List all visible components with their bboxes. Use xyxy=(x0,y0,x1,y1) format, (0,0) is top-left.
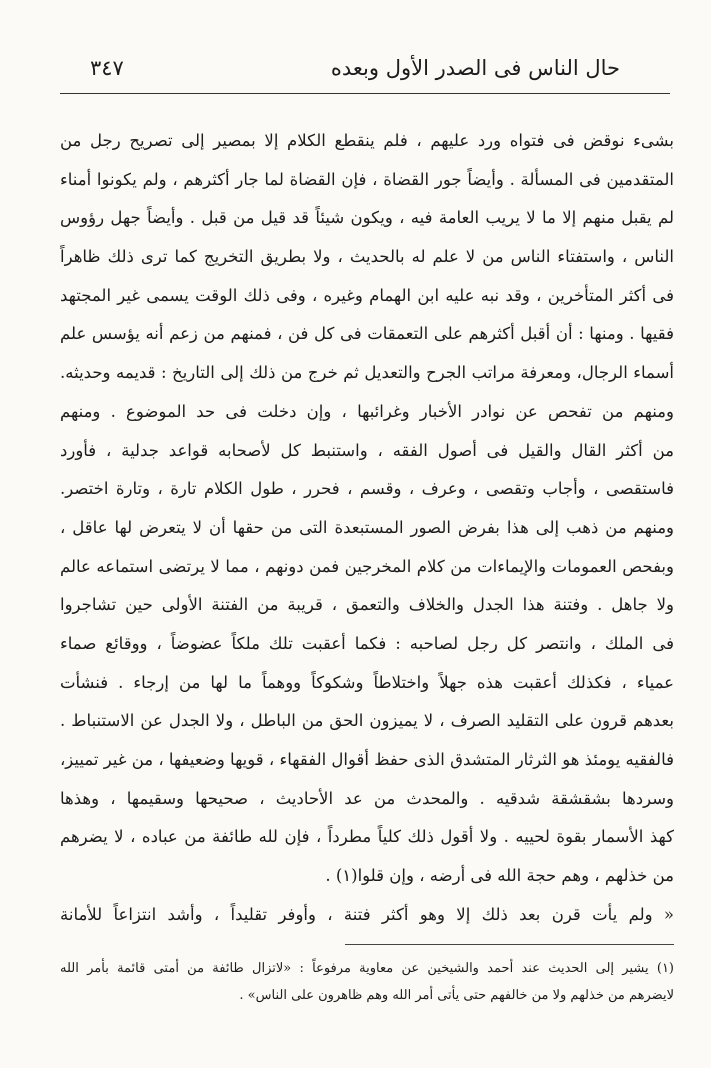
header-rule xyxy=(60,93,670,94)
text-line: كهذ الأسمار بقوة لحييه . ولا أقول ذلك كلياً مطرداً ، فإن لله طائفة من عباده ، لا يضرهم xyxy=(60,827,674,847)
text-line: « ولم يأت قرن بعد ذلك إلا وهو أكثر فتنة ، وأوفر تقليداً ، وأشد انتزاعاً للأمانة xyxy=(60,904,674,924)
text-line: بشىء نوقض فى فتواه ورد عليهم ، فلم ينقطع الكلام إلا بمصير إلى تصريح رجل من xyxy=(60,131,674,150)
footnotes xyxy=(60,955,674,1009)
text-line: وسردها بشقشقة شدقيه . والمحدث من عد الأحاديث ، صحيحها وسقيمها ، وهذها xyxy=(60,788,674,808)
footnote-rule xyxy=(345,944,674,945)
text-line: عمياء ، فكذلك أعقبت هذه جهلاً واختلاطاً وشكوكاً ووهماً ما لها من إرجاء . فنشأت xyxy=(60,672,674,692)
running-header xyxy=(60,50,660,90)
text-line: فى أكثر المتأخرين ، وقد نبه عليه ابن الهمام وغيره ، وفى ذلك الوقت يسمى غير المجتهد xyxy=(60,285,674,305)
text-line: ولا جاهل . وفتنة هذا الجدل والخلاف والتعمق ، قريبة من الفتنة الأولى حين تشاجروا xyxy=(60,595,674,615)
footnote-line: لايضرهم من خذلهم ولا من خالفهم حتى يأتى أمر الله وهم ظاهرون على الناس» . xyxy=(239,988,674,1003)
text-line: من أكثر القال والقيل فى أصول الفقه ، واستنبط كل لأصحابه قواعد جدلية ، فأورد xyxy=(60,440,674,460)
text-line: أسماء الرجال، ومعرفة مراتب الجرح والتعديل ثم خرج من ذلك إلى التاريخ : قديمه وحديثه. xyxy=(60,363,674,383)
body-text xyxy=(60,122,674,934)
page-number: ٣٤٧ xyxy=(90,56,124,80)
text-line: لم يقبل منهم إلا ما لا يريب العامة فيه ، ويكون شيئاً قد قيل من قبل . وأيضاً جهل رؤوس xyxy=(60,208,674,228)
text-line: من خذلهم ، وهم حجة الله فى أرضه ، وإن قلوا(١) . xyxy=(325,866,674,886)
text-line: ومنهم من ذهب إلى هذا بفرض الصور المستبعدة التى من حقها أن لا يتعرض لها عاقل ، xyxy=(60,517,674,537)
text-line: فالفقيه يومئذ هو الثرثار المتشدق الذى حفظ أقوال الفقهاء ، قويها وضعيفها ، من غير تمييز، xyxy=(60,750,674,769)
text-line: فى الملك ، وانتصر كل رجل لصاحبه : فكما أعقبت تلك ملكاً عضوضاً ، ووقائع صماء xyxy=(60,633,674,653)
text-line: بعدهم قرون على التقليد الصرف ، لا يميزون الحق من الباطل ، ولا الجدل عن الاستنباط . xyxy=(60,711,674,731)
text-line: الناس ، واستفتاء الناس من لا علم له بالحديث ، ولا بطريق التخريج كما ترى ذلك ظاهراً xyxy=(60,247,674,267)
text-line: المتقدمين فى المسألة . وأيضاً جور القضاة ، فإن القضاة لما جار أكثرهم ، ولم يكونوا أمناء xyxy=(60,169,674,189)
text-line: فاستقصى ، وأجاب وتقصى ، وعرف ، وقسم ، فحرر ، طول الكلام تارة ، وتارة اختصر. xyxy=(60,479,674,499)
text-line: ومنهم من تفحص عن نوادر الأخبار وغرائبها ، وإن دخلت فى حد الموضوع . ومنهم xyxy=(60,401,674,421)
text-line: فقيها . ومنها : أن أقبل أكثرهم على التعمقات فى كل فن ، فمنهم من زعم أنه يؤسس علم xyxy=(60,324,674,344)
text-line: وبفحص العمومات والإيماءات من كلام المخرجين فمن دونهم ، مما لا يرتضى استماعه عالم xyxy=(60,556,674,576)
running-title: حال الناس فى الصدر الأول وبعده xyxy=(330,56,620,80)
footnote-line: (١) يشير إلى الحديث عند أحمد والشيخين عن معاوية مرفوعاً : «لاتزال طائفة من أمتى قائمة بأمر الله xyxy=(60,961,674,976)
